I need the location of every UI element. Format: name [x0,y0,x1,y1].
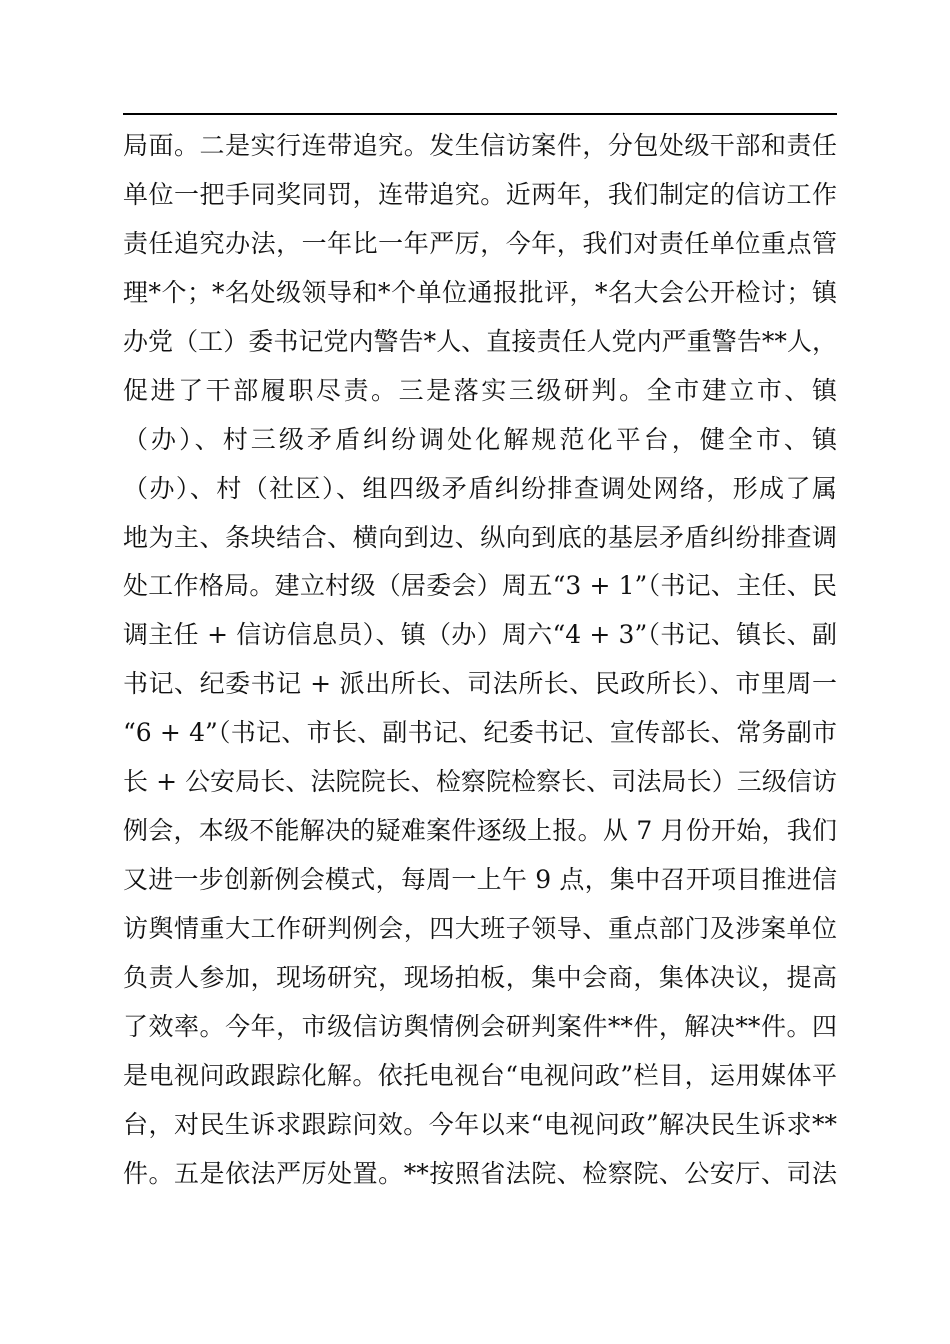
text-line: 了效率。今年，市级信访舆情例会研判案件**件，解决**件。四 [123,1011,837,1041]
text-line: 负责人参加，现场研究，现场拍板，集中会商，集体决议，提高 [123,962,837,992]
text-line: 是电视问政跟踪化解。依托电视台“电视问政”栏目，运用媒体平 [123,1060,837,1090]
text-line: 访舆情重大工作研判例会，四大班子领导、重点部门及涉案单位 [123,914,837,943]
text-line: 理*个；*名处级领导和*个单位通报批评，*名大会公开检讨；镇 [123,277,837,307]
text-line: 长 + 公安局长、法院院长、检察院检察长、司法局长）三级信访 [123,767,837,797]
text-line: 又进一步创新例会模式，每周一上午 9 点，集中召开项目推进信 [123,865,837,895]
text-line: （办）、村（社区）、组四级矛盾纠纷排查调处网络，形成了属 [123,473,837,503]
body-paragraph [123,122,837,1199]
text-line: 书记、纪委书记 + 派出所长、司法所长、民政所长）、市里周一 [123,669,837,699]
header-rule [123,113,837,115]
text-line: 责任追究办法，一年比一年严厉，今年，我们对责任单位重点管 [123,228,837,258]
text-line: 办党（工）委书记党内警告*人、直接责任人党内严重警告**人， [123,326,837,356]
text-line: 局面。二是实行连带追究。发生信访案件，分包处级干部和责任 [123,131,837,160]
text-line: 地为主、条块结合、横向到边、纵向到底的基层矛盾纠纷排查调 [123,522,837,552]
text-line: 处工作格局。建立村级（居委会）周五“3 + 1”（书记、主任、民 [123,571,837,601]
text-line: “6 + 4”（书记、市长、副书记、纪委书记、宣传部长、常务副市 [123,718,837,748]
text-line: 件。五是依法严厉处置。**按照省法院、检察院、公安厅、司法 [123,1158,837,1188]
text-line: 单位一把手同奖同罚，连带追究。近两年，我们制定的信访工作 [123,179,837,209]
text-line: 调主任 + 信访信息员）、镇（办）周六“4 + 3”（书记、镇长、副 [123,620,837,650]
text-line: 台，对民生诉求跟踪问效。今年以来“电视问政”解决民生诉求** [123,1109,837,1139]
text-line: 促进了干部履职尽责。三是落实三级研判。全市建立市、镇 [123,375,837,405]
text-line: 例会，本级不能解决的疑难案件逐级上报。从 7 月份开始，我们 [123,816,837,846]
text-line: （办）、村三级矛盾纠纷调处化解规范化平台，健全市、镇 [123,424,837,454]
